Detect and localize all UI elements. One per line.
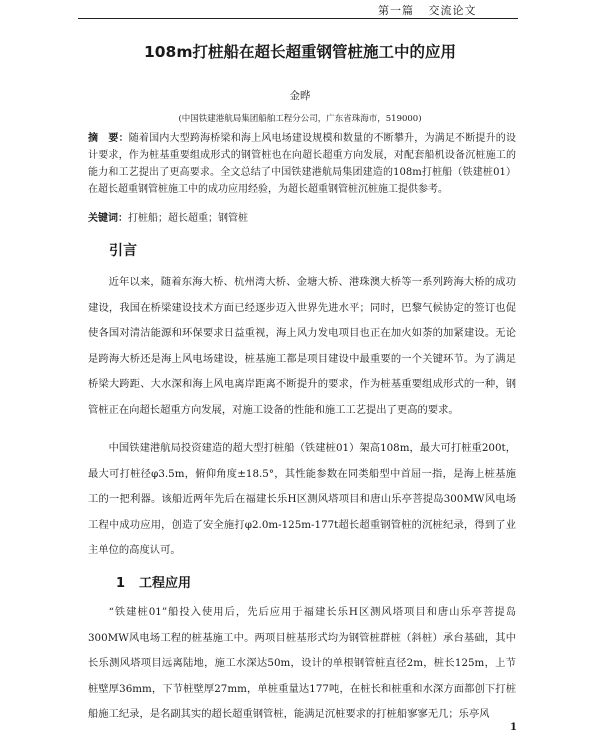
intro-paragraph-1 [88,270,516,424]
section-1-heading [116,572,191,591]
intro-paragraph-2 [88,436,516,564]
running-head-category: 交流论文 [428,4,477,17]
paper-author: 金晔 [289,90,311,102]
paragraph-text: 中国铁建港航局投资建造的超大型打桩船（铁建桩01）架高108m，最大可打桩重200t，最大可打桩径φ3.5m，俯仰角度±18.5°，其性能参数在同类船型中首屈一指，是海上桩基施工的一把利器。该船近两年先后在福建长乐H区测风塔项目和唐山乐亭菩提岛300MW风电场工程中成功应用，创造了安全施打φ2.0m-125m-177t超长超重钢管桩的沉桩纪录，得到了业主单位的高度认可。 [88,442,516,557]
header-divider [78,18,518,19]
keywords [88,209,516,224]
running-head [378,2,477,18]
running-head-section: 第一篇 [378,4,414,17]
paper-title: 108m打桩船在超长超重钢管桩施工中的应用 [143,43,456,61]
page-number: 1 [510,722,517,733]
paper-affiliation: (中国铁建港航局集团船舶工程分公司，广东省珠海市，519000) [178,114,422,124]
section-1-paragraph-1 [88,600,516,728]
abstract-label: 摘 要： [88,133,129,144]
keywords-label: 关键词： [88,213,128,224]
section-title: 工程应用 [139,576,192,591]
keywords-text: 打桩船；超长超重；钢管桩 [128,213,248,224]
section-number: 1 [116,576,126,591]
intro-heading: 引言 [109,243,137,259]
abstract [88,130,516,198]
paragraph-text: “铁建桩01”船投入使用后，先后应用于福建长乐H区测风塔项目和唐山乐亭菩提岛300MW风电场工程的桩基施工中。两项目桩基形式均为钢管桩群桩（斜桩）承台基础，其中长乐测风塔项目远离陆地，施工水深达50m，设计的单根钢管桩直径2m，桩长125m，上节桩壁厚36mm，下节桩壁厚27mm，单桩重量达177吨，在桩长和桩重和水深方面都创下打桩船施工纪录，是名副其实的超长超重钢管桩，能满足沉桩要求的打桩船寥寥无几；乐亭风 [88,606,516,721]
abstract-text: 随着国内大型跨海桥梁和海上风电场建设规模和数量的不断攀升，为满足不断提升的设计要求，作为桩基重要组成形式的钢管桩也在向超长超重方向发展，对配套船机设备沉桩施工的能力和工艺提出了更高要求。全文总结了中国铁建港航局集团建造的108m打桩船（铁建桩01）在超长超重钢管桩施工中的成功应用经验，为超长超重钢管桩沉桩施工提供参考。 [88,133,517,195]
paragraph-text: 近年以来，随着东海大桥、杭州湾大桥、金塘大桥、港珠澳大桥等一系列跨海大桥的成功建设，我国在桥梁建设技术方面已经逐步迈入世界先进水平；同时，巴黎气候协定的签订也促使各国对清洁能源和环保要求日益重视，海上风力发电项目也正在加火如荼的加紧建设。无论是跨海大桥还是海上风电场建设，桩基施工都是项目建设中最重要的一个关键环节。为了满足桥梁大跨距、大水深和海上风电离岸距离不断提升的要求，作为桩基重要组成形式的一种，钢管桩正在向超长超重方向发展，对施工设备的性能和施工工艺提出了更高的要求。 [88,276,516,416]
